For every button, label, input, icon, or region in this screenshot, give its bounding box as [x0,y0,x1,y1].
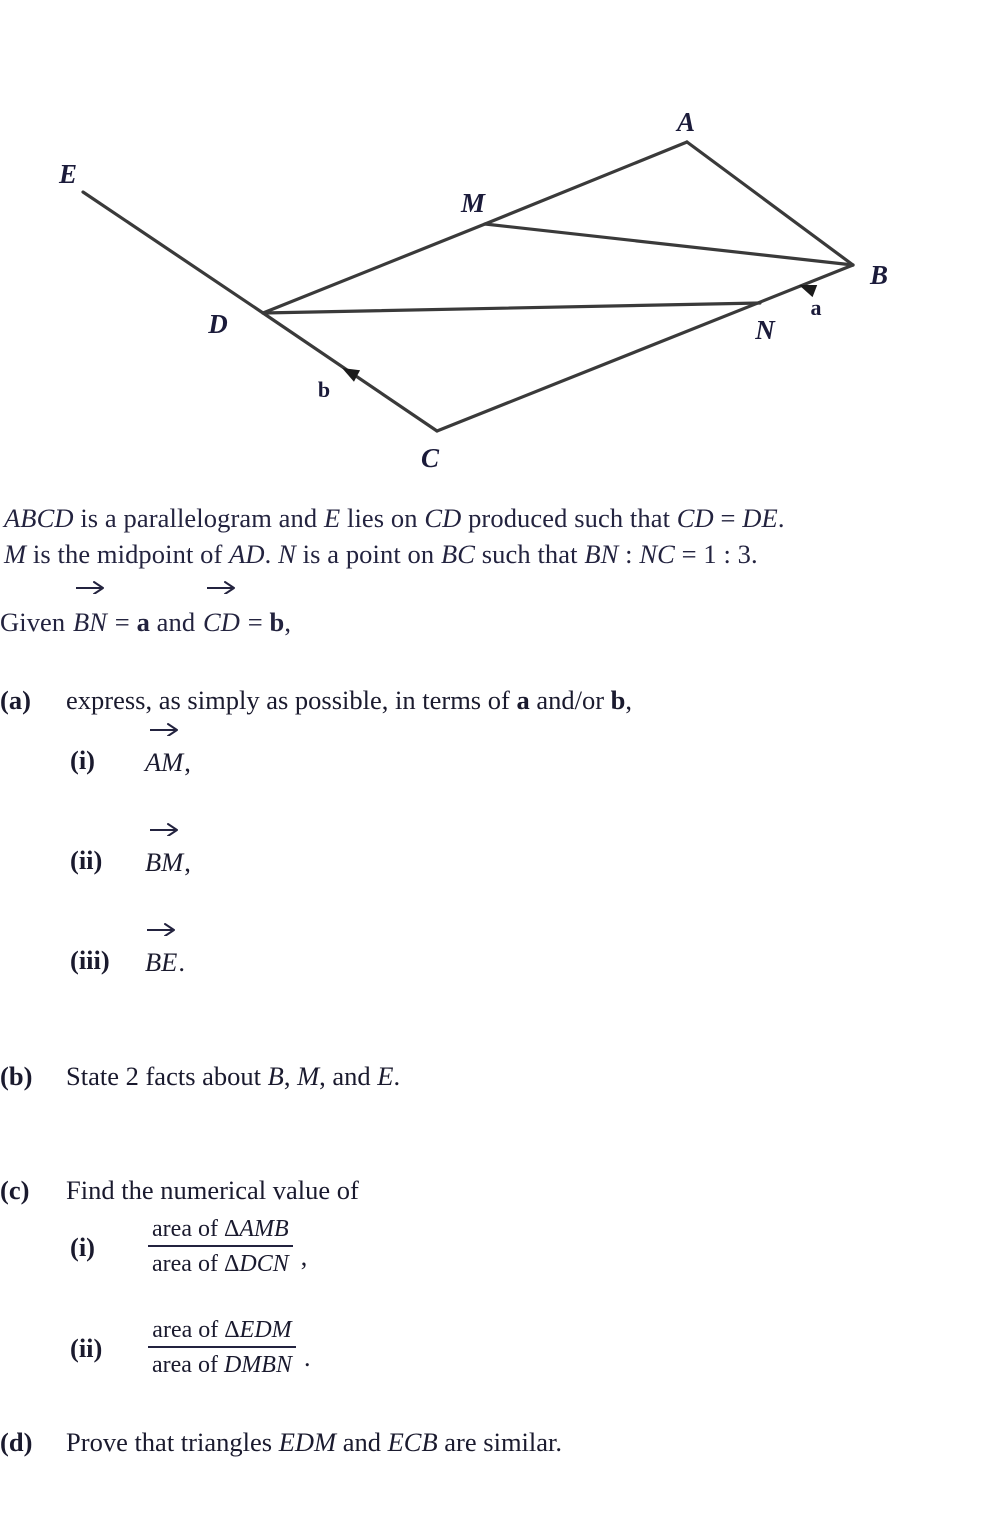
part-c-item-ii [0,1315,987,1380]
given-suffix: , [284,607,292,637]
given-prefix: Given [0,607,66,637]
frac-c1-den-pre: area of Δ [152,1251,240,1277]
part-c-text: Find the numerical value of [66,1175,359,1205]
vertex-label-M: M [460,188,486,218]
given-eq1: = [108,607,137,637]
statement-line-1 [0,500,987,536]
stmt1-cd: CD [424,503,462,533]
part-b-post: . [393,1061,401,1091]
stmt2-m: M [4,539,27,569]
part-c-item-i-fraction [144,1214,307,1279]
given-vec1-text: BN [73,607,108,637]
part-a-item-i-punct: , [184,747,191,777]
part-a-pre: express, as simply as possible, in terms of [66,685,517,715]
stmt1-t5: . [777,503,785,533]
stmt2-t4: such that [475,539,585,569]
stmt2-t2: . [264,539,279,569]
vector-label-b: b [317,377,331,402]
part-a-tag: (a) [0,685,31,715]
frac-c1-den-sym: DCN [239,1251,289,1277]
part-c-item-ii-tag: (ii) [70,1332,103,1363]
given-vector-cd [203,600,240,642]
vector-label-a: a [810,295,822,320]
part-d-mid: and [336,1427,388,1457]
part-c-item-i-tag: (i) [70,1231,96,1262]
segment-M-D [263,224,485,313]
part-a-text [66,682,632,718]
part-a-sym-b: b [610,685,626,715]
part-a [0,682,987,718]
fraction-numerator [148,1315,296,1346]
part-a-item-i [0,742,987,780]
vector-am [145,742,183,780]
part-d-s1: EDM [278,1427,337,1457]
stmt2-t1: is the midpoint of [26,539,230,569]
stmt2-t6: = 1 : 3. [674,539,758,569]
frac-c2-num-pre: area of Δ [152,1317,240,1343]
given-eq2: = [240,607,270,637]
part-b-pre: State 2 facts about [66,1061,268,1091]
part-a-item-ii-text [144,842,191,880]
stmt1-de: DE [742,503,778,533]
vertex-label-D: D [208,309,228,339]
stmt2-t5: : [618,539,640,569]
part-b-s2: M [297,1061,320,1091]
vector-be-text: BE [145,947,178,977]
statement-line-2 [0,536,987,572]
part-a-post: , [625,685,633,715]
segment-B-A [687,142,853,265]
part-a-item-i-tag: (i) [70,745,96,775]
stmt1-t4: = [713,503,743,533]
vector-arrow-icon [206,580,236,594]
stmt1-cd2: CD [676,503,714,533]
part-b-tag: (b) [0,1061,33,1091]
part-d-pre: Prove that triangles [66,1427,279,1457]
stmt1-t2: lies on [340,503,425,533]
part-d-text [66,1424,562,1460]
segment-A-M [485,142,687,224]
part-a-item-iii-punct: . [178,947,185,977]
part-b-sep2: , and [319,1061,378,1091]
fraction-denominator [148,1245,293,1279]
stmt1-e: E [323,503,341,533]
part-a-item-iii [0,942,987,980]
fraction-amb-dcn [148,1214,293,1279]
vertex-label-E: E [58,159,78,189]
frac-c2-num-sym: EDM [239,1317,292,1343]
given-vector-bn [73,600,107,642]
part-a-item-iii-text [144,942,185,980]
part-b-s3: E [377,1061,394,1091]
part-b-sep1: , [283,1061,298,1091]
part-d-tag: (d) [0,1427,33,1457]
frac-c1-num-sym: AMB [239,1216,289,1242]
vector-arrow-icon [75,580,105,594]
part-a-item-iii-tag: (iii) [70,945,110,975]
frac-c2-den-pre: area of [152,1352,224,1378]
part-c [0,1172,987,1208]
vertex-label-N: N [755,315,775,345]
given-line [0,600,987,642]
vector-arrow-icon [149,822,179,836]
diagram-segments [83,142,853,431]
part-c-item-i [0,1214,987,1279]
stmt1-abcd: ABCD [4,503,74,533]
diagram-arrowheads [339,279,817,382]
part-d-s2: ECB [387,1427,438,1457]
part-b-text [66,1058,400,1094]
given-conj: and [149,607,202,637]
diagram-svg [0,0,987,490]
stmt2-ad: AD [229,539,265,569]
part-c-item-i-tail: , [300,1242,308,1271]
vertex-label-B: B [869,260,889,290]
frac-c1-num-pre: area of Δ [152,1216,240,1242]
part-a-item-ii-punct: , [184,847,191,877]
fraction-numerator [148,1214,293,1245]
part-c-item-ii-tail: . [303,1343,311,1372]
stmt2-n: N [278,539,296,569]
vertex-label-C: C [420,443,440,473]
frac-c2-den-sym: DMBN [223,1352,292,1378]
diagram-figure [0,0,987,490]
part-b-s1: B [267,1061,284,1091]
stmt1-t1: is a parallelogram and [73,503,324,533]
question-body [0,500,987,1460]
stmt2-bc: BC [440,539,476,569]
stmt2-nc: NC [639,539,675,569]
vector-arrow-icon [146,922,176,936]
stmt1-t3: produced such that [461,503,677,533]
part-b [0,1058,987,1094]
vertex-label-A: A [676,107,696,137]
part-a-sym-a: a [516,685,530,715]
part-d [0,1424,987,1460]
segment-M-B [485,224,853,265]
part-a-mid: and/or [529,685,611,715]
fraction-edm-dmbn [148,1315,296,1380]
given-val-b: b [269,607,285,637]
segment-E-D [83,192,263,313]
part-d-post: are similar. [437,1427,563,1457]
given-vec2-text: CD [202,607,240,637]
vector-arrow-icon [149,722,179,736]
stmt2-t3: is a point on [295,539,441,569]
vector-be [145,942,177,980]
part-a-item-ii [0,842,987,880]
part-a-item-i-text [144,742,191,780]
stmt2-bn: BN [584,539,619,569]
vector-am-text: AM [145,747,184,777]
part-c-item-ii-fraction [144,1315,310,1380]
segment-D-N [263,303,760,313]
vector-bm [145,842,183,880]
given-val-a: a [136,607,150,637]
part-a-item-ii-tag: (ii) [70,845,103,875]
segment-C-B [437,265,853,431]
fraction-denominator [148,1346,296,1380]
vector-bm-text: BM [145,847,184,877]
part-c-tag: (c) [0,1175,30,1205]
